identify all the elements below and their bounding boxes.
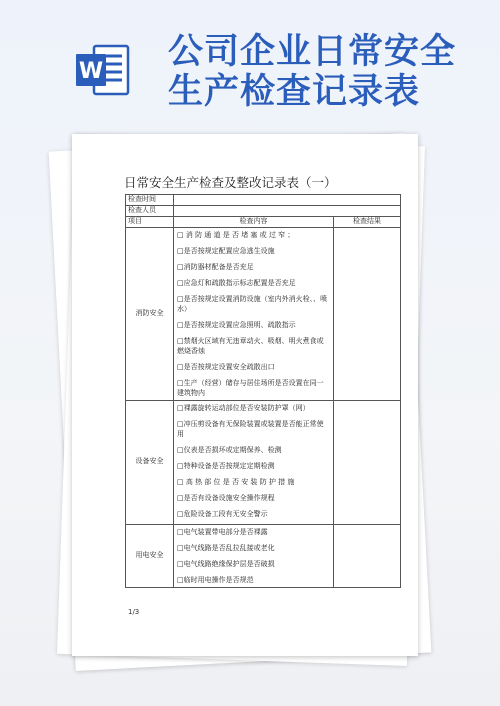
inspector-row [126,206,401,217]
section-name: 设备安全 [126,400,174,524]
header-row [126,217,401,228]
word-icon [72,40,132,100]
inspection-table [125,194,401,588]
section-result [334,400,401,524]
checklist-item: □禁烟火区域有无违章动火、吸烟、明火煮食或燃烧香烛 [177,336,324,355]
page-number: 1/3 [128,608,140,616]
checklist-item: □电气线路绝缘保护层是否破损 [177,559,275,568]
checklist-item: □电气装置带电部分是否裸露 [177,527,268,536]
checklist-item: □裸露旋转运动部位是否安装防护罩（网） [177,403,310,412]
checklist-item: □ 高 热 部 位 是 否 安 装 防 护 措 施 [177,477,295,486]
section-items [174,400,334,524]
document-page [72,134,418,656]
section-result [334,227,401,400]
checklist-item: □应急灯和疏散指示标志配置是否充足 [177,278,296,287]
headline [168,32,488,112]
headline-line-2: 生产检查记录表 [168,71,421,112]
checklist-item: □冲压剪设备有无保险装置或装置是否能正常使用 [177,419,324,438]
checklist-item: □危险设备工段有无安全警示 [177,509,268,518]
header-content: 检查内容 [174,217,334,228]
checklist-item: □ 消 防 通 道 是 否 堵 塞 或 过 窄 ； [177,230,295,239]
checklist-item: □是否按规定配置应急逃生设施 [177,246,275,255]
section-name: 用电安全 [126,524,174,587]
section-row [126,227,401,400]
section-result [334,524,401,587]
inspector-label: 检查人员 [126,206,174,217]
section-items [174,227,334,400]
section-items [174,524,334,587]
section-name: 消防安全 [126,227,174,400]
checklist-item: □是否按规定设置应急照明、疏散指示 [177,320,296,329]
checklist-item: □电气线路是否乱拉乱接或老化 [177,543,275,552]
checklist-item: □是否按规定设置安全疏散出口 [177,362,275,371]
section-row [126,400,401,524]
checklist-item: □消防器材配备是否充足 [177,262,254,271]
headline-line-1: 公司企业日常安全 [168,31,457,72]
inspector-value [174,206,401,217]
checklist-item: □是否有设备设施安全操作规程 [177,493,275,502]
header-result: 检查结果 [334,217,401,228]
document-title: 日常安全生产检查及整改记录表（一） [124,175,337,190]
checklist-item: □特种设备是否按规定定期检测 [177,461,275,470]
section-row [126,524,401,587]
sections-body [126,227,401,587]
word-icon-letter: W [78,59,104,84]
checklist-item: □临时用电操作是否规范 [177,575,254,584]
check-time-value [174,195,401,206]
check-time-label: 检查时间 [126,195,174,206]
check-time-row [126,195,401,206]
checklist-item: □仪表是否损坏或定期保养、检测 [177,445,282,454]
checklist-item: □是否按规定设置消防设施（室内外消火栓、、喷水） [177,294,328,313]
checklist-item: □生产（经营）储存与居住场所是否设置在同一建筑物内 [177,378,324,397]
header-item: 项目 [126,217,174,228]
